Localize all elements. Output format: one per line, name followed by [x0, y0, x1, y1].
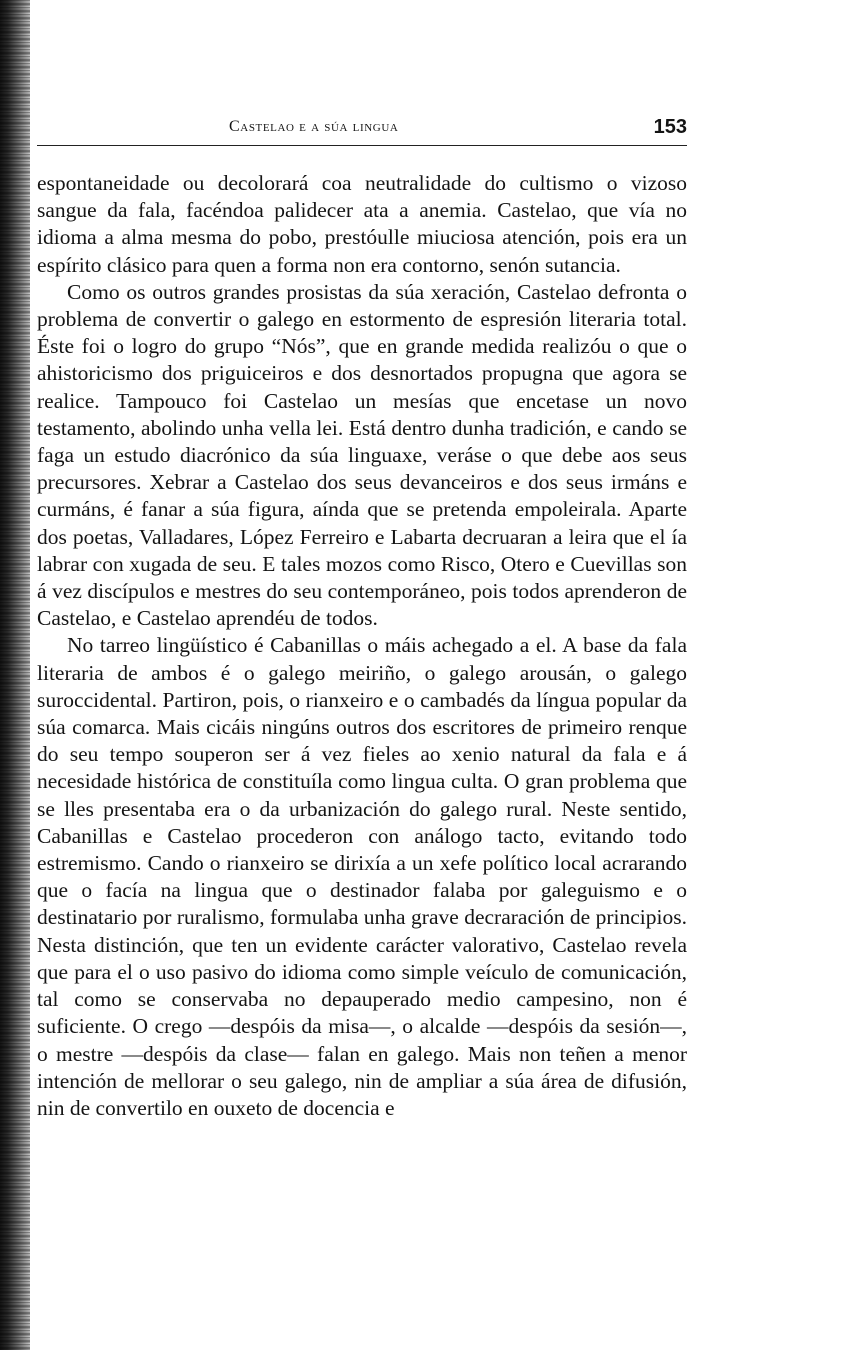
- header-rule: [37, 145, 687, 146]
- page-header: [37, 112, 687, 146]
- body-text: [37, 170, 687, 1122]
- running-title: Castelao e a súa lingua: [229, 118, 399, 135]
- page-binding-edge: [0, 0, 30, 1350]
- paragraph-3: No tarreo lingüístico é Cabanillas o máis achegado a el. A base da fala literaria de ambos é o galego meiriño, o galego arousán, o galego suroccidental. Partiron, pois, o rianxeiro e o cambadés da língua popular da súa comarca. Mais cicáis ningúns outros dos escritores de primeiro renque do seu tempo souperon ser á vez fieles ao xenio natural da fala e á necesidade histórica de constituíla como lingua culta. O gran problema que se lles presentaba era o da urbanización do galego rural. Neste sentido, Cabanillas e Castelao procederon con análogo tacto, evitando todo estremismo. Cando o rianxeiro se dirixía a un xefe político local acrarando que o facía na lingua que o destinador falaba por galeguismo e o destinatario por ruralismo, formulaba unha grave decraración de principios. Nesta distinción, que ten un evidente carácter valorativo, Castelao revela que para el o uso pasivo do idioma como simple veículo de comunicación, tal como se conservaba no depauperado medio campesino, non é suficiente. O crego —despóis da misa—, o alcalde —despóis da sesión—, o mestre —despóis da clase— falan en galego. Mais non teñen a menor intención de mellorar o seu galego, nin de ampliar a súa área de difusión, nin de convertilo en ouxeto de docencia e: [37, 633, 687, 1120]
- paragraph-2: Como os outros grandes prosistas da súa xeración, Castelao defronta o problema de convertir o galego en estormento de espresión literaria total. Éste foi o logro do grupo “Nós”, que en grande medida realizóu o que o ahistoricismo dos priguiceiros e dos desnortados propugna que agora se realice. Tampouco foi Castelao un mesías que encetase un novo testamento, abolindo unha vella lei. Está dentro dunha tradición, e cando se faga un estudo diacrónico da súa linguaxe, veráse o que debe aos seus precursores. Xebrar a Castelao dos seus devanceiros e dos seus irmáns e curmáns, é fanar a súa figura, aínda que se pretenda empoleirala. Aparte dos poetas, Valladares, López Ferreiro e Labarta decruaran a leira que el ía labrar con xugada de seu. E tales mozos como Risco, Otero e Cuevillas son á vez discípulos e mestres do seu contemporáneo, pois todos aprenderon de Castelao, e Castelao aprendéu de todos.: [37, 279, 687, 631]
- page-number: 153: [653, 116, 687, 138]
- paragraph-1: espontaneidade ou decolorará coa neutralidade do cultismo o vizoso sangue da fala, facéndoa palidecer ata a anemia. Castelao, que vía no idioma a alma mesma do pobo, prestóulle miuciosa atención, pois era un espírito clásico para quen a forma non era contorno, senón sutancia.: [37, 171, 687, 277]
